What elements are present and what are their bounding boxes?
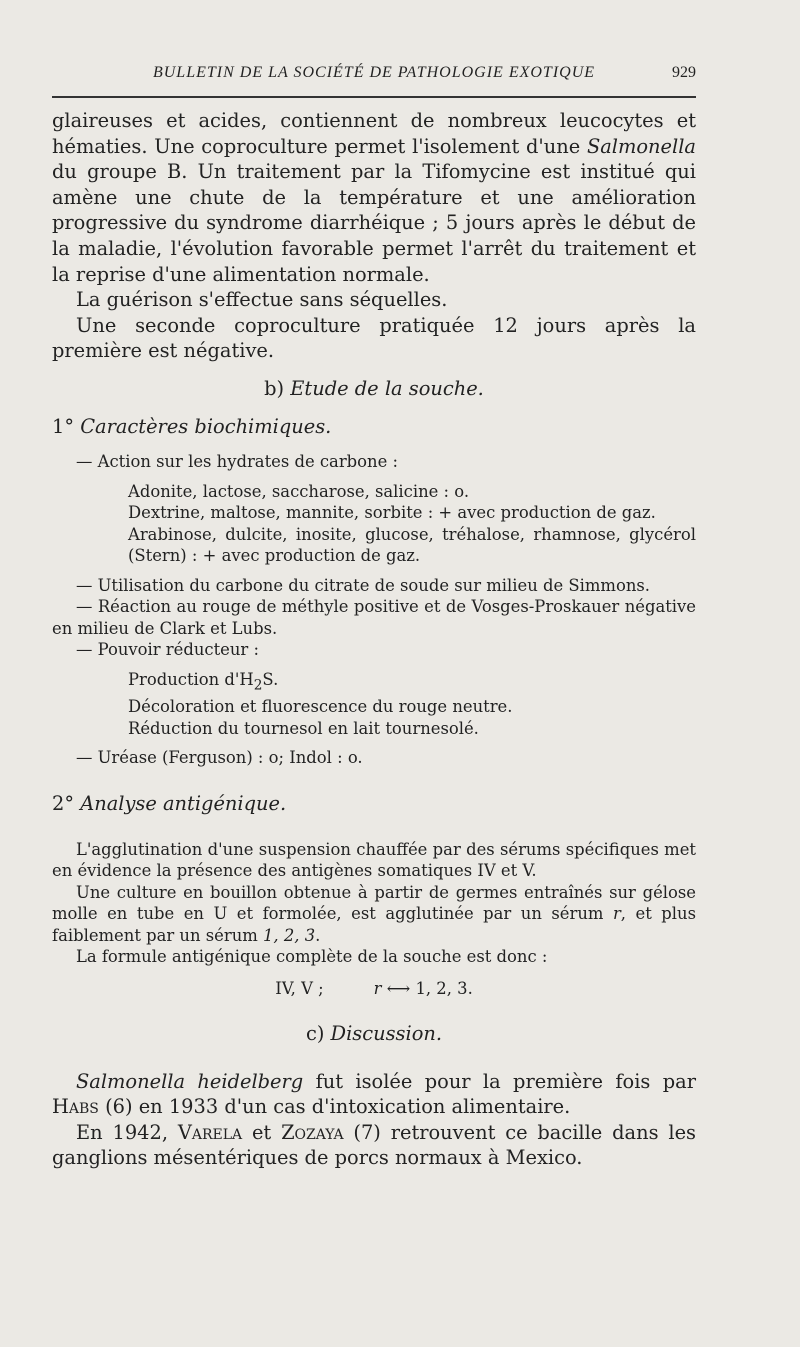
paragraph-reducteur: — Pouvoir réducteur : [76,640,259,660]
section-number: c) [305,1022,331,1045]
paragraph-agglutination: L'agglutination d'une suspension chauffée par des sérums spécifiques met en évidence la présence des antigènes somatiques IV et V. [52,839,696,880]
paragraph-discussion-1 [52,1069,696,1120]
paragraph-clinical [52,108,696,287]
text-run: S. [262,669,279,689]
text-run-italic: Salmonella [586,134,696,158]
formula-r: r [373,978,382,998]
subheading-number: 1° [52,414,81,438]
text-run: fut isolée pour la première fois par [303,1069,696,1093]
section-number: b) [264,376,291,400]
paragraph-coproculture: Une seconde coproculture pratiquée 12 jours après la première est négative. [52,313,696,363]
text-run-italic: Salmonella heidelberg [76,1069,304,1093]
text-run: , et plus faiblement par un sérum [52,904,697,945]
text-run: Une culture en bouillon obtenue à partir de germes entraînés sur gélose molle en tube en U et formolée, est agglutinée par un sérum [52,882,696,923]
subheading-2 [52,791,696,817]
paragraph-citrate: — Utilisation du carbone du citrate de soude sur milieu de Simmons. [76,575,651,595]
subheading-title: Analyse antigénique. [80,791,287,815]
subheading-number: 2° [52,791,81,815]
author-name: Zozaya [281,1120,344,1144]
text-run: Production d'H [128,669,254,689]
header-rule [52,96,696,98]
section-title: Etude de la souche. [290,376,484,400]
text-run-italic: r [612,904,621,923]
subheading-1 [52,414,696,440]
text-run-italic: 1, 2, 3 [263,925,316,945]
section-heading-b [52,376,696,402]
text-run: . [315,925,321,945]
running-title: BULLETIN DE LA SOCIÉTÉ DE PATHOLOGIE EXOTIQUE [152,64,596,81]
paragraph-discussion-2 [52,1120,696,1171]
subscript: 2 [253,676,263,693]
section-heading-c [52,1021,696,1047]
antigenic-formula [52,978,696,1000]
page-number: 929 [672,64,696,81]
section-title: Discussion. [330,1022,443,1045]
text-run: (6) en 1933 d'un cas d'intoxication alimentaire. [98,1095,571,1119]
formula-right: 1, 2, 3. [415,978,473,998]
paragraph-formule: La formule antigénique complète de la souche est donc : [76,947,548,966]
paragraph-culture [52,882,696,947]
carbohydrate-line-3: Arabinose, dulcite, inosite, glucose, tréhalose, rhamnose, glycérol (Stern) : + avec production de gaz. [128,524,696,566]
paragraph-urease: — Uréase (Ferguson) : o; Indol : o. [76,748,363,768]
text-run: En 1942, [76,1120,178,1144]
paragraph-action: — Action sur les hydrates de carbone : [76,452,399,472]
text-run: du groupe B. Un traitement par la Tifomycine est institué qui amène une chute de la température et une amélioration progressive du syndrome diarrhéique ; 5 jours après le début de la maladie, l'évolution favorable permet l'arrêt du traitement et la reprise d'une alimentation normale. [52,160,696,286]
author-name: Habs [52,1095,99,1119]
carbohydrate-line-1: Adonite, lactose, saccharose, salicine : o. [128,481,470,501]
double-arrow-icon: ⟷ [386,978,411,998]
subheading-title: Caractères biochimiques. [80,414,332,438]
article-body [52,108,696,1171]
reducteur-line-3: Réduction du tournesol en lait tournesolé. [128,718,479,738]
reducteur-line-1 [52,669,696,697]
text-run: (7) retrouvent ce bacille dans les ganglions mésentériques de porcs normaux à Mexico. [52,1120,696,1170]
reducteur-line-2: Décoloration et fluorescence du rouge neutre. [128,697,513,717]
paragraph-guerison: La guérison s'effectue sans séquelles. [76,288,448,312]
author-name: Varela [177,1120,243,1144]
paragraph-methyl: — Réaction au rouge de méthyle positive et de Vosges-Proskauer négative en milieu de Clark et Lubs. [52,597,696,638]
running-header [52,64,696,82]
formula-left: IV, V ; [275,978,324,998]
text-run: et [242,1120,282,1144]
carbohydrate-line-2: Dextrine, maltose, mannite, sorbite : + avec production de gaz. [128,503,656,523]
text-run: glaireuses et acides, contiennent de nombreux leucocytes et hématies. Une coproculture permet l'isolement d'une [52,109,696,158]
